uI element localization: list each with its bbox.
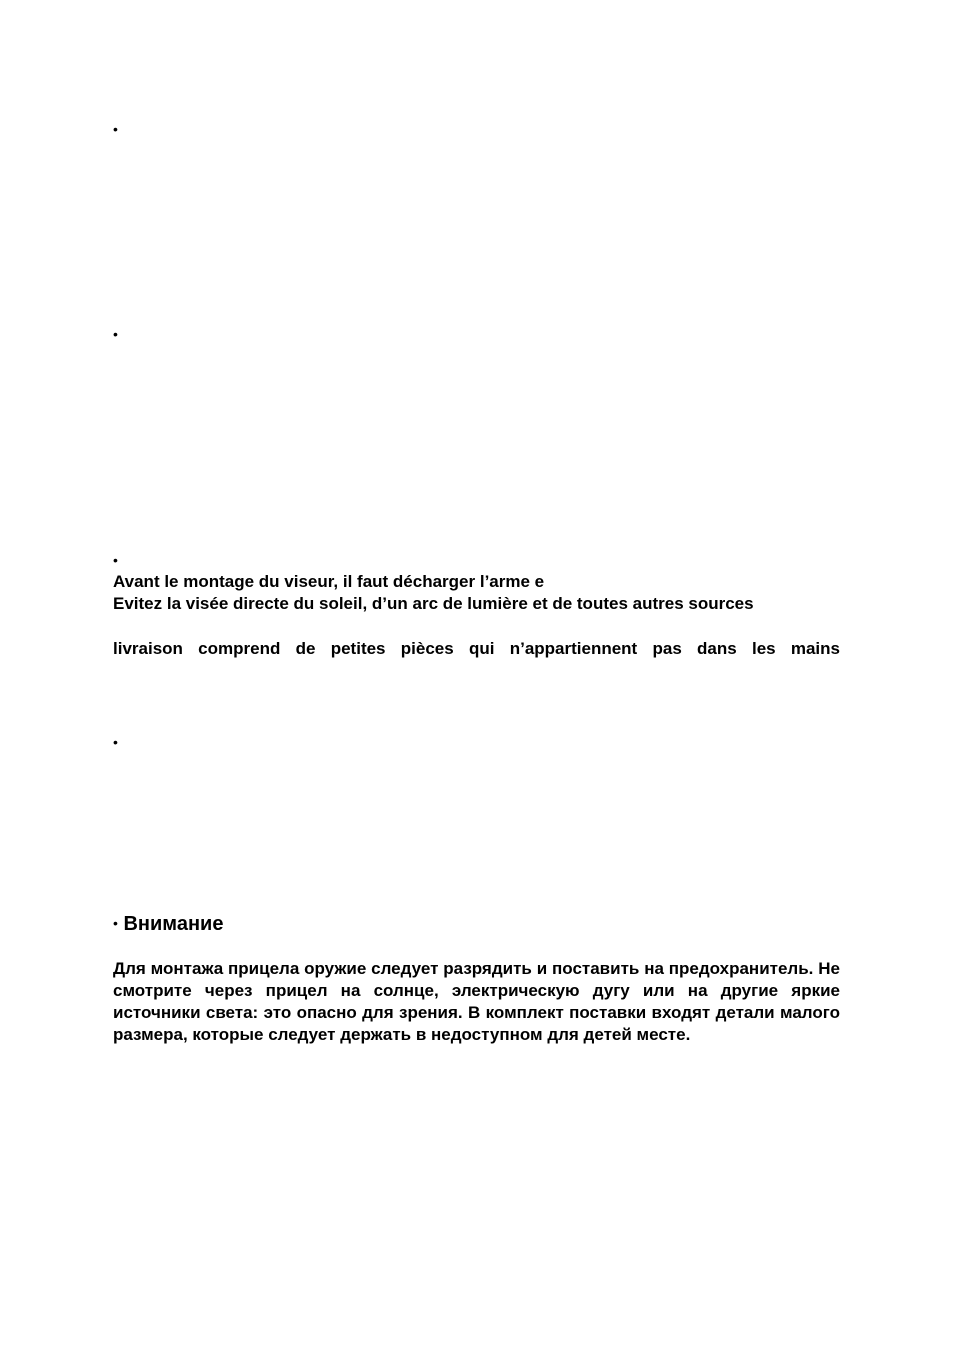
fr-line-1: Avant le montage du viseur, il faut décharger l’arme e [113,572,545,591]
fr-line-3: livraison comprend de petites pièces qui n’appartiennent pas dans les mains [113,639,840,658]
bullet-1: • [113,121,118,137]
fr-line-2: Evitez la visée directe du soleil, d’un arc de lumière et de toutes autres sources [113,594,754,613]
heading-text: Внимание [123,913,224,935]
warning-heading [113,911,223,936]
bullet-3: • [113,552,118,568]
bullet-2: • [113,326,118,342]
bullet-4: • [113,734,118,750]
heading-bullet: • [113,915,118,931]
warning-paragraph: Для монтажа прицела оружие следует разрядить и поставить на предохранитель. Не смотрите через прицел на солнце, электрическую дугу или на другие яркие источники света: это опасно для зрения. В комплект поставки входят детали малого размера, которые следует держать в недоступном для детей месте. [113,959,840,1044]
